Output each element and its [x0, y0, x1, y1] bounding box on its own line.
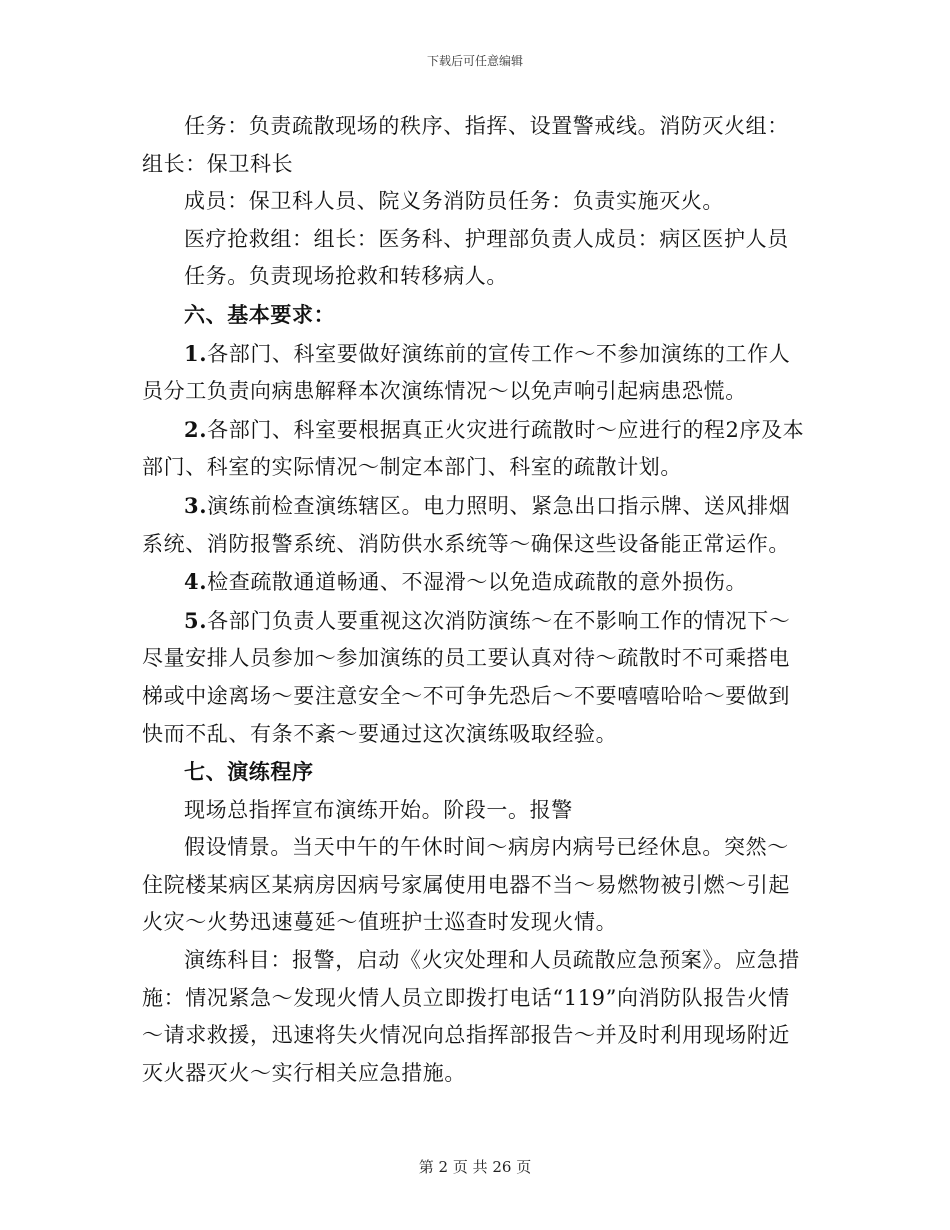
page-footer: 第 2 页 共 26 页 [418, 1158, 532, 1176]
section-heading: 七、演练程序 [184, 759, 314, 785]
paragraph: 演练科目：报警，启动《火灾处理和人员疏散应急预案》。应急措施：情况紧急～发现火情人员立即拨打电话“119”向消防队报告火情～请求救援，迅速将失火情况向总指挥部报告～并及时利用现场附近灭火器灭火～实行相关应急措施。 [142, 948, 800, 1085]
list-item: 4.检查疏散通道畅通、不湿滑～以免造成疏散的意外损伤。 [184, 569, 748, 595]
paragraph: 任务。负责现场抢救和转移病人。 [184, 264, 508, 289]
list-item: 1.各部门、科室要做好演练前的宣传工作～不参加演练的工作人员分工负责向病患解释本次演练情况～以免声响引起病患恐慌。 [142, 340, 791, 404]
paragraph: 医疗抢救组：组长：医务科、护理部负责人成员：病区医护人员 [184, 226, 789, 251]
paragraph: 任务：负责疏散现场的秩序、指挥、设置警戒线。消防灭火组： [184, 114, 789, 138]
list-item: 3.演练前检查演练辖区。电力照明、紧急出口指示牌、送风排烟系统、消防报警系统、消防供水系统等～确保这些设备能正常运作。 [142, 492, 791, 556]
list-item: 5.各部门负责人要重视这次消防演练～在不影响工作的情况下～尽量安排人员参加～参加演练的员工要认真对待～疏散时不可乘搭电梯或中途离场～要注意安全～不可争先恐后～不要嘻嘻哈哈～要做到快而不乱、有条不紊～要通过这次演练吸取经验。 [142, 607, 791, 746]
paragraph: 假设情景。当天中午的午休时间～病房内病号已经休息。突然～住院楼某病区某病房因病号家属使用电器不当～易燃物被引燃～引起火灾～火势迅速蔓延～值班护士巡查时发现火情。 [142, 835, 790, 935]
paragraph: 组长：保卫科长 [142, 151, 294, 176]
paragraph: 现场总指挥宣布演练开始。阶段一。报警 [184, 797, 573, 822]
list-item: 2.各部门、科室要根据真正火灾进行疏散时～应进行的程2序及本部门、科室的实际情况～制定本部门、科室的疏散计划。 [142, 416, 805, 480]
section-heading: 六、基本要求： [184, 301, 336, 327]
paragraph: 成员：保卫科人员、院义务消防员任务：负责实施灭火。 [184, 189, 724, 214]
page-header: 下载后可任意编辑 [426, 54, 523, 68]
document-body [142, 108, 810, 1092]
